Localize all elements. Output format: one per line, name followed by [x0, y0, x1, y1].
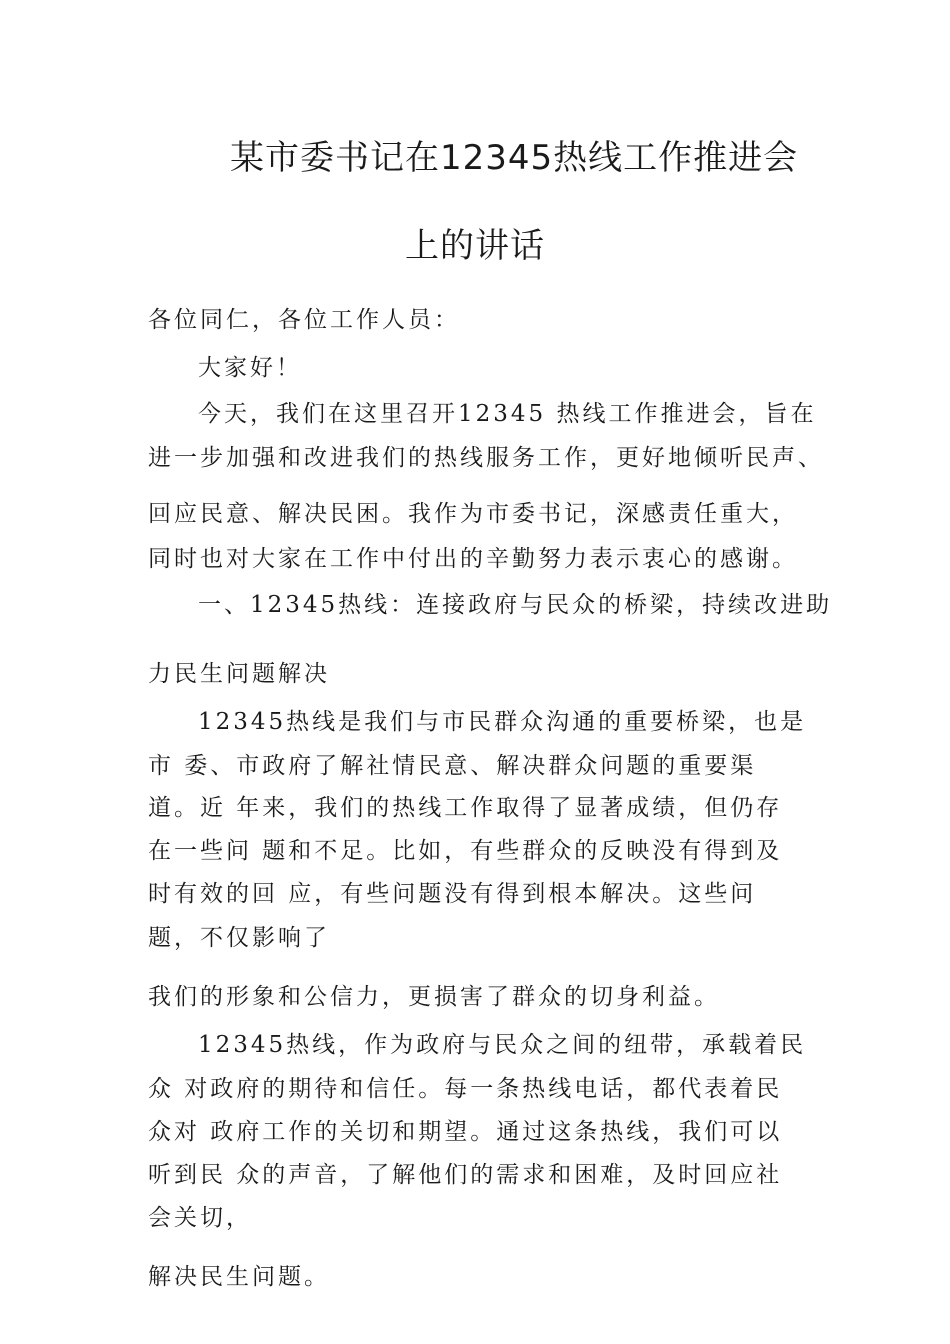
paragraph-line: 解决民生问题。 — [148, 1264, 330, 1290]
paragraph-line: 在一些问 题和不足。比如，有些群众的反映没有得到及 — [148, 838, 783, 864]
paragraph-line: 会关切， — [148, 1205, 252, 1231]
paragraph-line: 众 对政府的期待和信任。每一条热线电话，都代表着民 — [148, 1076, 783, 1102]
section-heading-line: 一、12345热线：连接政府与民众的桥梁，持续改进助 — [198, 592, 833, 618]
salutation: 各位同仁，各位工作人员： — [148, 307, 460, 333]
paragraph-line: 市 委、市政府了解社情民意、解决群众问题的重要渠 — [148, 753, 757, 779]
paragraph-line: 时有效的回 应，有些问题没有得到根本解决。这些问 — [148, 881, 757, 907]
greeting: 大家好！ — [198, 355, 302, 381]
document-title-line-1: 某市委书记在12345热线工作推进会 — [230, 138, 799, 178]
paragraph-line: 道。近 年来，我们的热线工作取得了显著成绩，但仍存 — [148, 795, 783, 821]
paragraph-line: 回应民意、解决民困。我作为市委书记，深感责任重大， — [148, 501, 798, 527]
paragraph-line: 今天，我们在这里召开12345 热线工作推进会，旨在 — [198, 401, 817, 427]
paragraph-line: 众对 政府工作的关切和期望。通过这条热线，我们可以 — [148, 1119, 783, 1145]
paragraph-line: 听到民 众的声音，了解他们的需求和困难，及时回应社 — [148, 1162, 783, 1188]
paragraph-line: 我们的形象和公信力，更损害了群众的切身利益。 — [148, 984, 720, 1010]
paragraph-line: 进一步加强和改进我们的热线服务工作，更好地倾听民声、 — [148, 445, 824, 471]
document-title-line-2: 上的讲话 — [405, 226, 545, 266]
paragraph-line: 12345热线，作为政府与民众之间的纽带，承载着民 — [198, 1032, 807, 1058]
section-heading-line: 力民生问题解决 — [148, 661, 330, 687]
paragraph-line: 同时也对大家在工作中付出的辛勤努力表示衷心的感谢。 — [148, 546, 798, 572]
paragraph-line: 题，不仅影响了 — [148, 925, 330, 951]
paragraph-line: 12345热线是我们与市民群众沟通的重要桥梁，也是 — [198, 709, 807, 735]
